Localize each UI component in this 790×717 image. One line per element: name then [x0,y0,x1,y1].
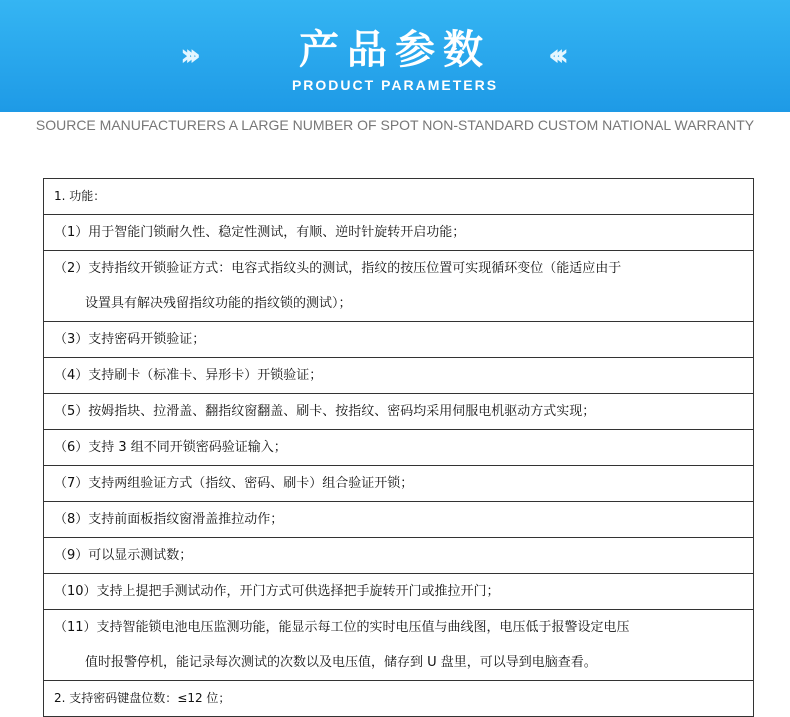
row-text-continued: 设置具有解决残留指纹功能的指纹锁的测试）； [85,296,352,311]
row-text: 1. 功能： [54,189,106,203]
table-row [44,215,753,251]
row-text: （1）用于智能门锁耐久性、稳定性测试，有顺、逆时针旋转开启功能； [54,225,466,240]
row-text: （3）支持密码开锁验证； [54,332,206,347]
row-text-continued: 值时报警停机，能记录每次测试的次数以及电压值，储存到 U 盘里，可以导到电脑查看。 [85,655,597,670]
row-text: （2）支持指纹开锁验证方式：电容式指纹头的测试，指纹的按压位置可实现循环变位（能适应由于 [54,261,622,276]
row-text: （7）支持两组验证方式（指纹、密码、刷卡）组合验证开锁； [54,476,414,491]
table-row [44,322,753,358]
row-text: （5）按姆指块、拉滑盖、翻指纹窗翻盖、刷卡、按指纹、密码均采用伺服电机驱动方式实现； [54,404,596,419]
left-chevrons-icon: ‹‹‹ [548,38,562,73]
tagline: SOURCE MANUFACTURERS A LARGE NUMBER OF SPOT NON-STANDARD CUSTOM NATIONAL WARRANTY [35,117,755,133]
row-text: （4）支持刷卡（标准卡、异形卡）开锁验证； [54,368,323,383]
table-row [44,502,753,538]
table-row [44,610,753,681]
right-chevrons-icon: ››› [180,38,194,73]
table-row [44,179,753,215]
row-text: 2. 支持密码键盘位数：≤12 位； [54,691,231,705]
parameters-table [43,178,754,717]
page-subtitle: PRODUCT PARAMETERS [291,77,499,93]
table-row [44,251,753,322]
table-row [44,538,753,574]
table-row [44,430,753,466]
page-title: 产品参数 [299,27,491,73]
row-text: （9）可以显示测试数； [54,548,193,563]
table-row [44,394,753,430]
row-text: （10）支持上提把手测试动作，开门方式可供选择把手旋转开门或推拉开门； [54,584,500,599]
table-row [44,681,753,717]
header-banner [0,0,790,112]
table-row [44,466,753,502]
row-text: （6）支持 3 组不同开锁密码验证输入； [54,440,287,455]
table-row [44,574,753,610]
table-row [44,358,753,394]
row-text: （11）支持智能锁电池电压监测功能，能显示每工位的实时电压值与曲线图，电压低于报警设定电压 [54,620,630,635]
row-text: （8）支持前面板指纹窗滑盖推拉动作； [54,512,284,527]
